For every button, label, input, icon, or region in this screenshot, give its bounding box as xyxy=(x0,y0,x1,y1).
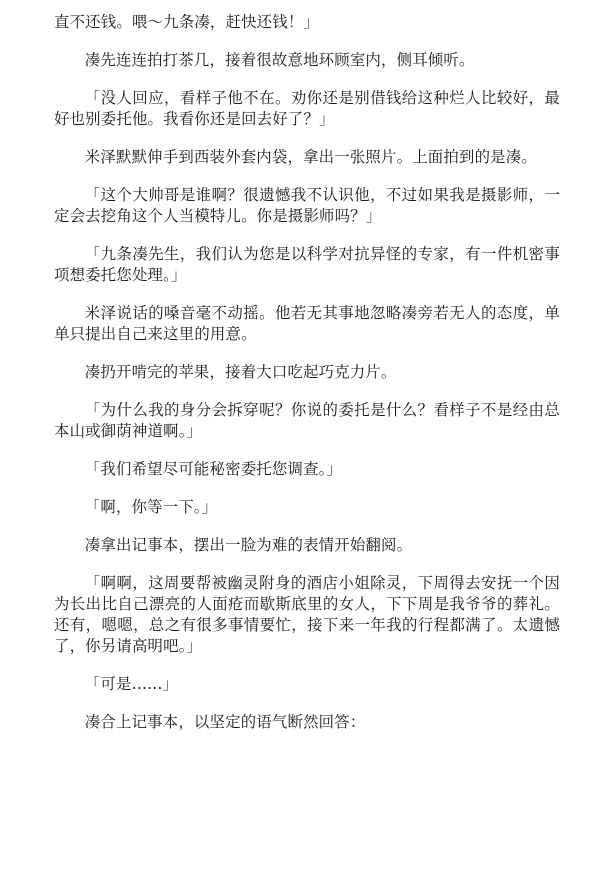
paragraph: 「啊啊，这周要帮被幽灵附身的酒店小姐除灵，下周得去安抚一个因为长出比自己漂亮的人面疮而歇斯底里的女人，下下周是我爷爷的葬礼。还有，嗯嗯，总之有很多事情要忙，接下来一年我的行程都满了。太遗憾了，你另请高明吧。」 xyxy=(54,574,560,655)
paragraph: 「九条凑先生，我们认为您是以科学对抗异怪的专家，有一件机密事项想委托您处理。」 xyxy=(54,245,560,284)
page-body-text xyxy=(54,12,560,750)
paragraph: 「没人回应，看样子他不在。劝你还是别借钱给这种烂人比较好，最好也别委托他。我看你还是回去好了？」 xyxy=(54,89,560,128)
paragraph: 米泽说话的嗓音毫不动摇。他若无其事地忽略凑旁若无人的态度，单单只提出自己来这里的用意。 xyxy=(54,304,560,343)
paragraph: 「这个大帅哥是谁啊？很遗憾我不认识他，不过如果我是摄影师，一定会去挖角这个人当模特儿。你是摄影师吗？」 xyxy=(54,186,560,225)
paragraph: 米泽默默伸手到西装外套内袋，拿出一张照片。上面拍到的是凑。 xyxy=(84,148,537,166)
paragraph: 「啊，你等一下。」 xyxy=(84,498,218,516)
paragraph: 「为什么我的身分会拆穿呢？你说的委托是什么？看样子不是经由总本山或御荫神道啊。」 xyxy=(54,401,560,440)
paragraph: 凑合上记事本，以坚定的语气断然回答： xyxy=(84,713,366,731)
paragraph: 凑扔开啃完的苹果，接着大口吃起巧克力片。 xyxy=(84,363,397,381)
paragraph: 「可是……」 xyxy=(84,675,179,693)
paragraph: 凑先连连拍打茶几，接着很故意地环顾室内，侧耳倾听。 xyxy=(84,51,475,69)
paragraph: 直不还钱。喂～九条凑，赶快还钱！」 xyxy=(54,13,320,31)
paragraph: 「我们希望尽可能秘密委托您调查。」 xyxy=(84,460,343,478)
paragraph: 凑拿出记事本，摆出一脸为难的表情开始翻阅。 xyxy=(84,536,413,554)
